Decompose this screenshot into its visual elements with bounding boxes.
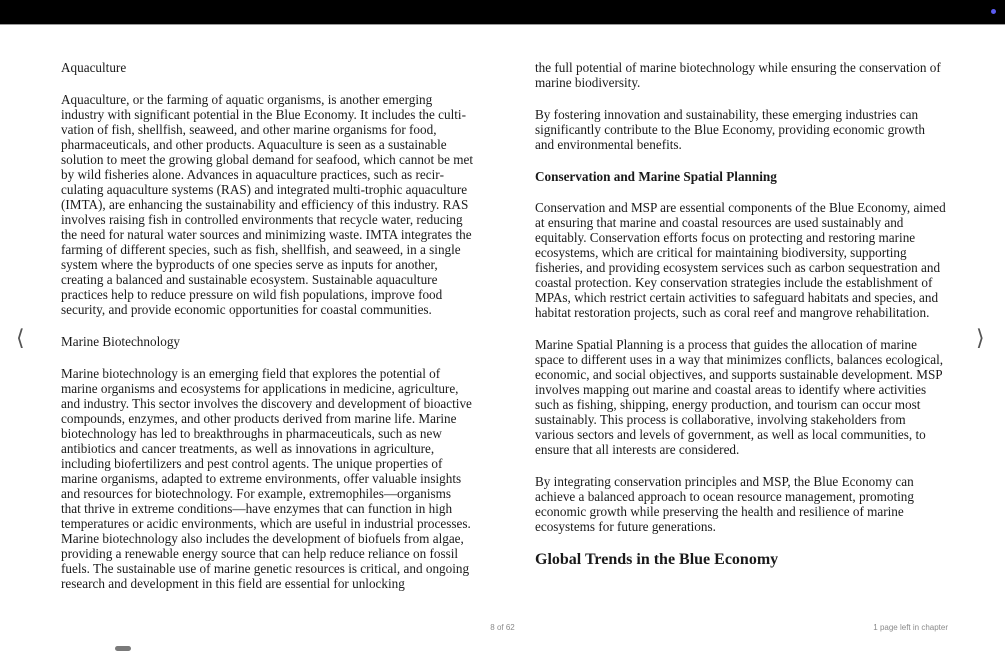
- paragraph: Marine biotechnology is an emerging field that explores the potential of marine organisms and ecosystems for applications in medicine, agriculture, and industry. This sector involves the discovery and development of bioactive compounds, enzymes, and other products derived from marine life. Marine biotechnology has led to breakthroughs in pharmaceuticals, such as new antibiotics and cancer treatments, as well as innovations in agriculture, including biofertilizers and pest control agents. The unique properties of marine organisms, adapted to extreme environments, offer valuable insights and resources for biotechnology. For example, extremophiles—organisms that thrive in extreme conditions—have enzymes that can function in high temperatures or acidic environments, which are useful in industrial processes. Marine biotechnology also includes the development of biofuels from algae, providing a renewable energy source that can help reduce reliance on fossil fuels. The sustainable use of marine genetic resources is critical, and ongoing research and development in this field are essential for unlocking: [61, 366, 472, 591]
- chevron-right-icon: ⟩: [976, 326, 985, 351]
- top-bar: [0, 0, 1005, 25]
- page-indicator: 8 of 62: [490, 623, 515, 632]
- chevron-left-icon: ⟨: [16, 326, 25, 351]
- chapter-remaining-label: 1 page left in chapter: [873, 623, 948, 632]
- next-page-button[interactable]: [976, 327, 985, 351]
- paragraph: By fostering innovation and sustainability, these emerging industries can significantly contribute to the Blue Economy, providing economic growth and environmental benefits.: [535, 107, 925, 152]
- left-page: [61, 60, 473, 608]
- chapter-heading-global-trends: Global Trends in the Blue Economy: [535, 551, 779, 568]
- previous-page-button[interactable]: [16, 327, 25, 351]
- paragraph: the full potential of marine biotechnology while ensuring the conservation of marine biodiversity.: [535, 60, 941, 90]
- section-heading-aquaculture: Aquaculture: [61, 60, 127, 75]
- right-page: [535, 60, 947, 569]
- section-heading-conservation: Conservation and Marine Spatial Planning: [535, 169, 777, 184]
- status-indicator-icon: [991, 9, 996, 14]
- progress-scrubber-handle[interactable]: [115, 646, 131, 651]
- paragraph: Aquaculture, or the farming of aquatic organisms, is another emerging industry with significant potential in the Blue Economy. It includes the cultivation of fish, shellfish, seaweed, and other marine organisms for food, pharmaceuticals, and other products. Aquaculture is seen as a sustainable solution to meet the growing global demand for seafood, which cannot be met by wild fisheries alone. Advances in aquaculture practices, such as recirculating aquaculture systems (RAS) and integrated multi-trophic aquaculture (IMTA), are enhancing the sustainability and efficiency of this industry. RAS involves raising fish in controlled environments that recycle water, reducing the need for natural water sources and minimizing waste. IMTA integrates the farming of different species, such as fish, shellfish, and seaweed, in a single system where the byproducts of one species serve as inputs for another, creating a balanced and sustainable ecosystem. Sustainable aquaculture practices help to reduce pressure on wild fish populations, improve food security, and provide economic opportunities for coastal communities.: [61, 92, 474, 317]
- section-heading-marine-biotechnology: Marine Biotechnology: [61, 334, 181, 349]
- paragraph: Marine Spatial Planning is a process that guides the allocation of marine space to different uses in a way that minimizes conflicts, balances ecological, economic, and social objectives, and supports sustainable development. MSP involves mapping out marine and coastal areas to identify where activities such as fishing, shipping, energy production, and tourism can occur most sustainably. This process is collaborative, involving stakeholders from various sectors and levels of government, as well as local communities, to ensure that all interests are considered.: [535, 337, 944, 457]
- paragraph: By integrating conservation principles and MSP, the Blue Economy can achieve a balanced approach to ocean resource management, promoting economic growth while preserving the health and resilience of marine ecosystems for future generations.: [535, 474, 914, 534]
- paragraph: Conservation and MSP are essential components of the Blue Economy, aimed at ensuring that marine and coastal resources are used sustainably and equitably. Conservation efforts focus on protecting and restoring marine ecosystems, which are critical for maintaining biodiversity, supporting fisheries, and providing ecosystem services such as carbon sequestration and coastal protection. Key conservation strategies include the establishment of MPAs, which restrict certain activities to safeguard habitats and species, and habitat restoration projects, such as coral reef and mangrove rehabilitation.: [535, 200, 946, 320]
